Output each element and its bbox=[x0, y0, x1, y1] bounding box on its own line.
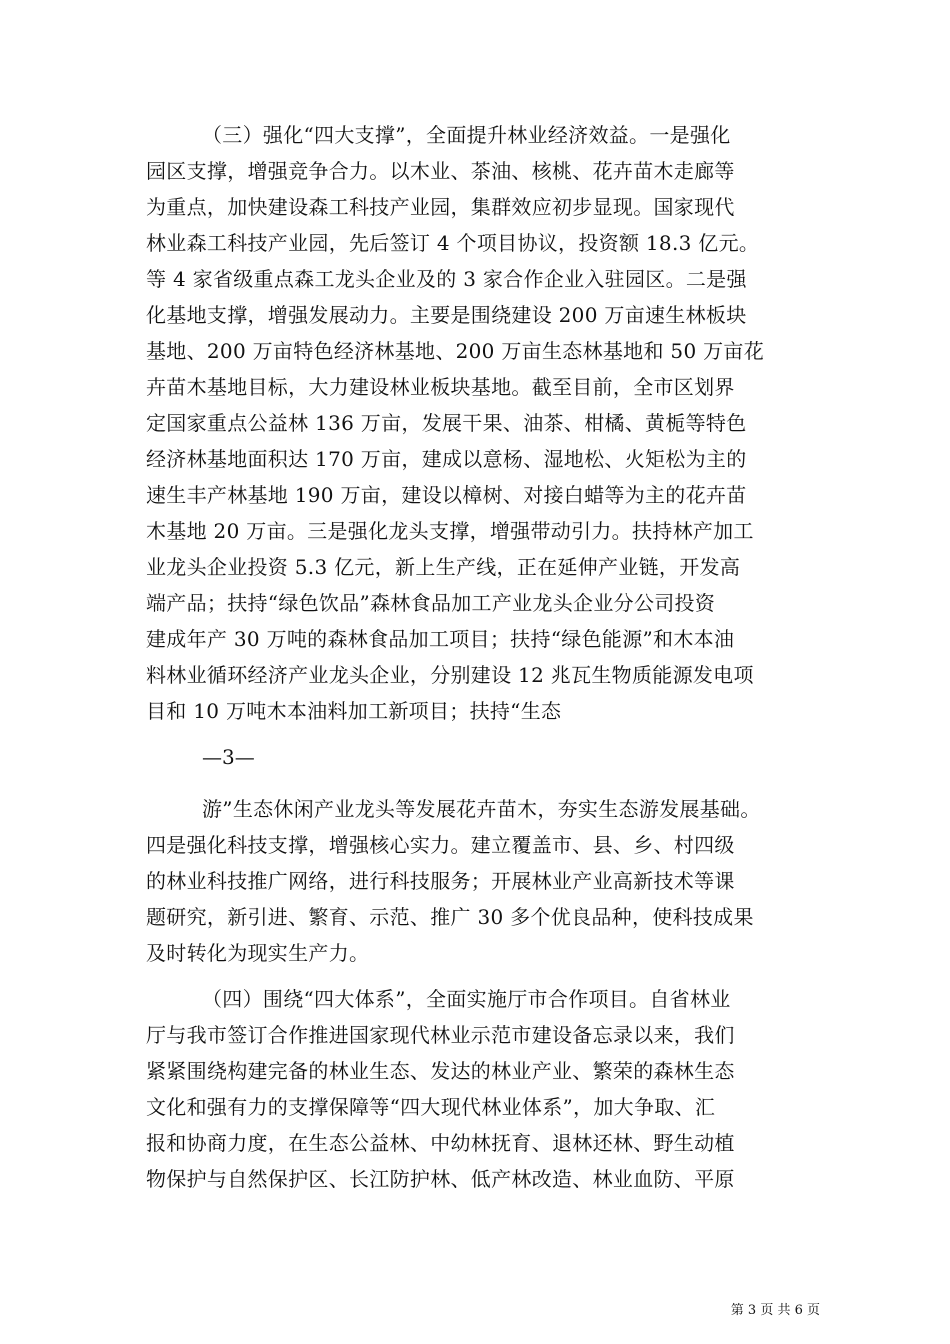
text-line: （三）强化“四大支撑”，全面提升林业经济效益。一是强化 bbox=[202, 123, 731, 147]
text-line: 基地、200 万亩特色经济林基地、200 万亩生态林基地和 50 万亩花 bbox=[146, 339, 765, 363]
text-line: 林业森工科技产业园，先后签订 4 个项目协议，投资额 18.3 亿元。 bbox=[146, 231, 760, 255]
inline-page-marker: —3— bbox=[202, 745, 255, 769]
text-line: 木基地 20 万亩。三是强化龙头支撑，增强带动引力。扶持林产加工 bbox=[146, 519, 754, 543]
text-line: 为重点，加快建设森工科技产业园，集群效应初步显现。国家现代 bbox=[146, 195, 735, 219]
text-line: 建成年产 30 万吨的森林食品加工项目；扶持“绿色能源”和木本油 bbox=[146, 627, 735, 651]
text-line: 卉苗木基地目标，大力建设林业板块基地。截至目前，全市区划界 bbox=[146, 375, 735, 399]
text-line: 四是强化科技支撑，增强核心实力。建立覆盖市、县、乡、村四级 bbox=[146, 833, 735, 857]
page-footer bbox=[731, 1302, 820, 1320]
text-line: 园区支撑，增强竞争合力。以木业、茶油、核桃、花卉苗木走廊等 bbox=[146, 159, 735, 183]
text-line: 经济林基地面积达 170 万亩，建成以意杨、湿地松、火矩松为主的 bbox=[146, 447, 747, 471]
text-line: 化基地支撑，增强发展动力。主要是围绕建设 200 万亩速生林板块 bbox=[146, 303, 747, 327]
text-line: 业龙头企业投资 5.3 亿元，新上生产线，正在延伸产业链，开发高 bbox=[146, 555, 741, 579]
paragraph-three bbox=[146, 118, 836, 730]
text-line: 题研究，新引进、繁育、示范、推广 30 多个优良品种，使科技成果 bbox=[146, 905, 754, 929]
text-line: 目和 10 万吨木本油料加工新项目；扶持“生态 bbox=[146, 699, 562, 723]
text-line: 速生丰产林基地 190 万亩，建设以樟树、对接白蜡等为主的花卉苗 bbox=[146, 483, 747, 507]
paragraph-four bbox=[146, 982, 836, 1198]
continuation-text bbox=[146, 792, 836, 972]
text-line: （四）围绕“四大体系”，全面实施厅市合作项目。自省林业 bbox=[202, 987, 731, 1011]
page-number: 第 3 页 共 6 页 bbox=[730, 1303, 820, 1318]
text-line: 定国家重点公益林 136 万亩，发展干果、油茶、柑橘、黄栀等特色 bbox=[146, 411, 747, 435]
text-line: 的林业科技推广网络，进行科技服务；开展林业产业高新技术等课 bbox=[146, 869, 735, 893]
text-line: 料林业循环经济产业龙头企业，分别建设 12 兆瓦生物质能源发电项 bbox=[146, 663, 754, 687]
text-line: 及时转化为现实生产力。 bbox=[146, 941, 370, 965]
text-line: 游”生态休闲产业龙头等发展花卉苗木，夯实生态游发展基础。 bbox=[202, 797, 761, 821]
text-line: 端产品；扶持“绿色饮品”森林食品加工产业龙头企业分公司投资 bbox=[146, 591, 716, 615]
text-line: 紧紧围绕构建完备的林业生态、发达的林业产业、繁荣的森林生态 bbox=[146, 1059, 735, 1083]
text-line: 物保护与自然保护区、长江防护林、低产林改造、林业血防、平原 bbox=[146, 1167, 735, 1191]
text-line: 等 4 家省级重点森工龙头企业及的 3 家合作企业入驻园区。二是强 bbox=[146, 267, 747, 291]
text-line: 文化和强有力的支撑保障等“四大现代林业体系”，加大争取、汇 bbox=[146, 1095, 716, 1119]
text-line: 报和协商力度，在生态公益林、中幼林抚育、退林还林、野生动植 bbox=[146, 1131, 735, 1155]
text-line: 厅与我市签订合作推进国家现代林业示范市建设备忘录以来，我们 bbox=[146, 1023, 735, 1047]
